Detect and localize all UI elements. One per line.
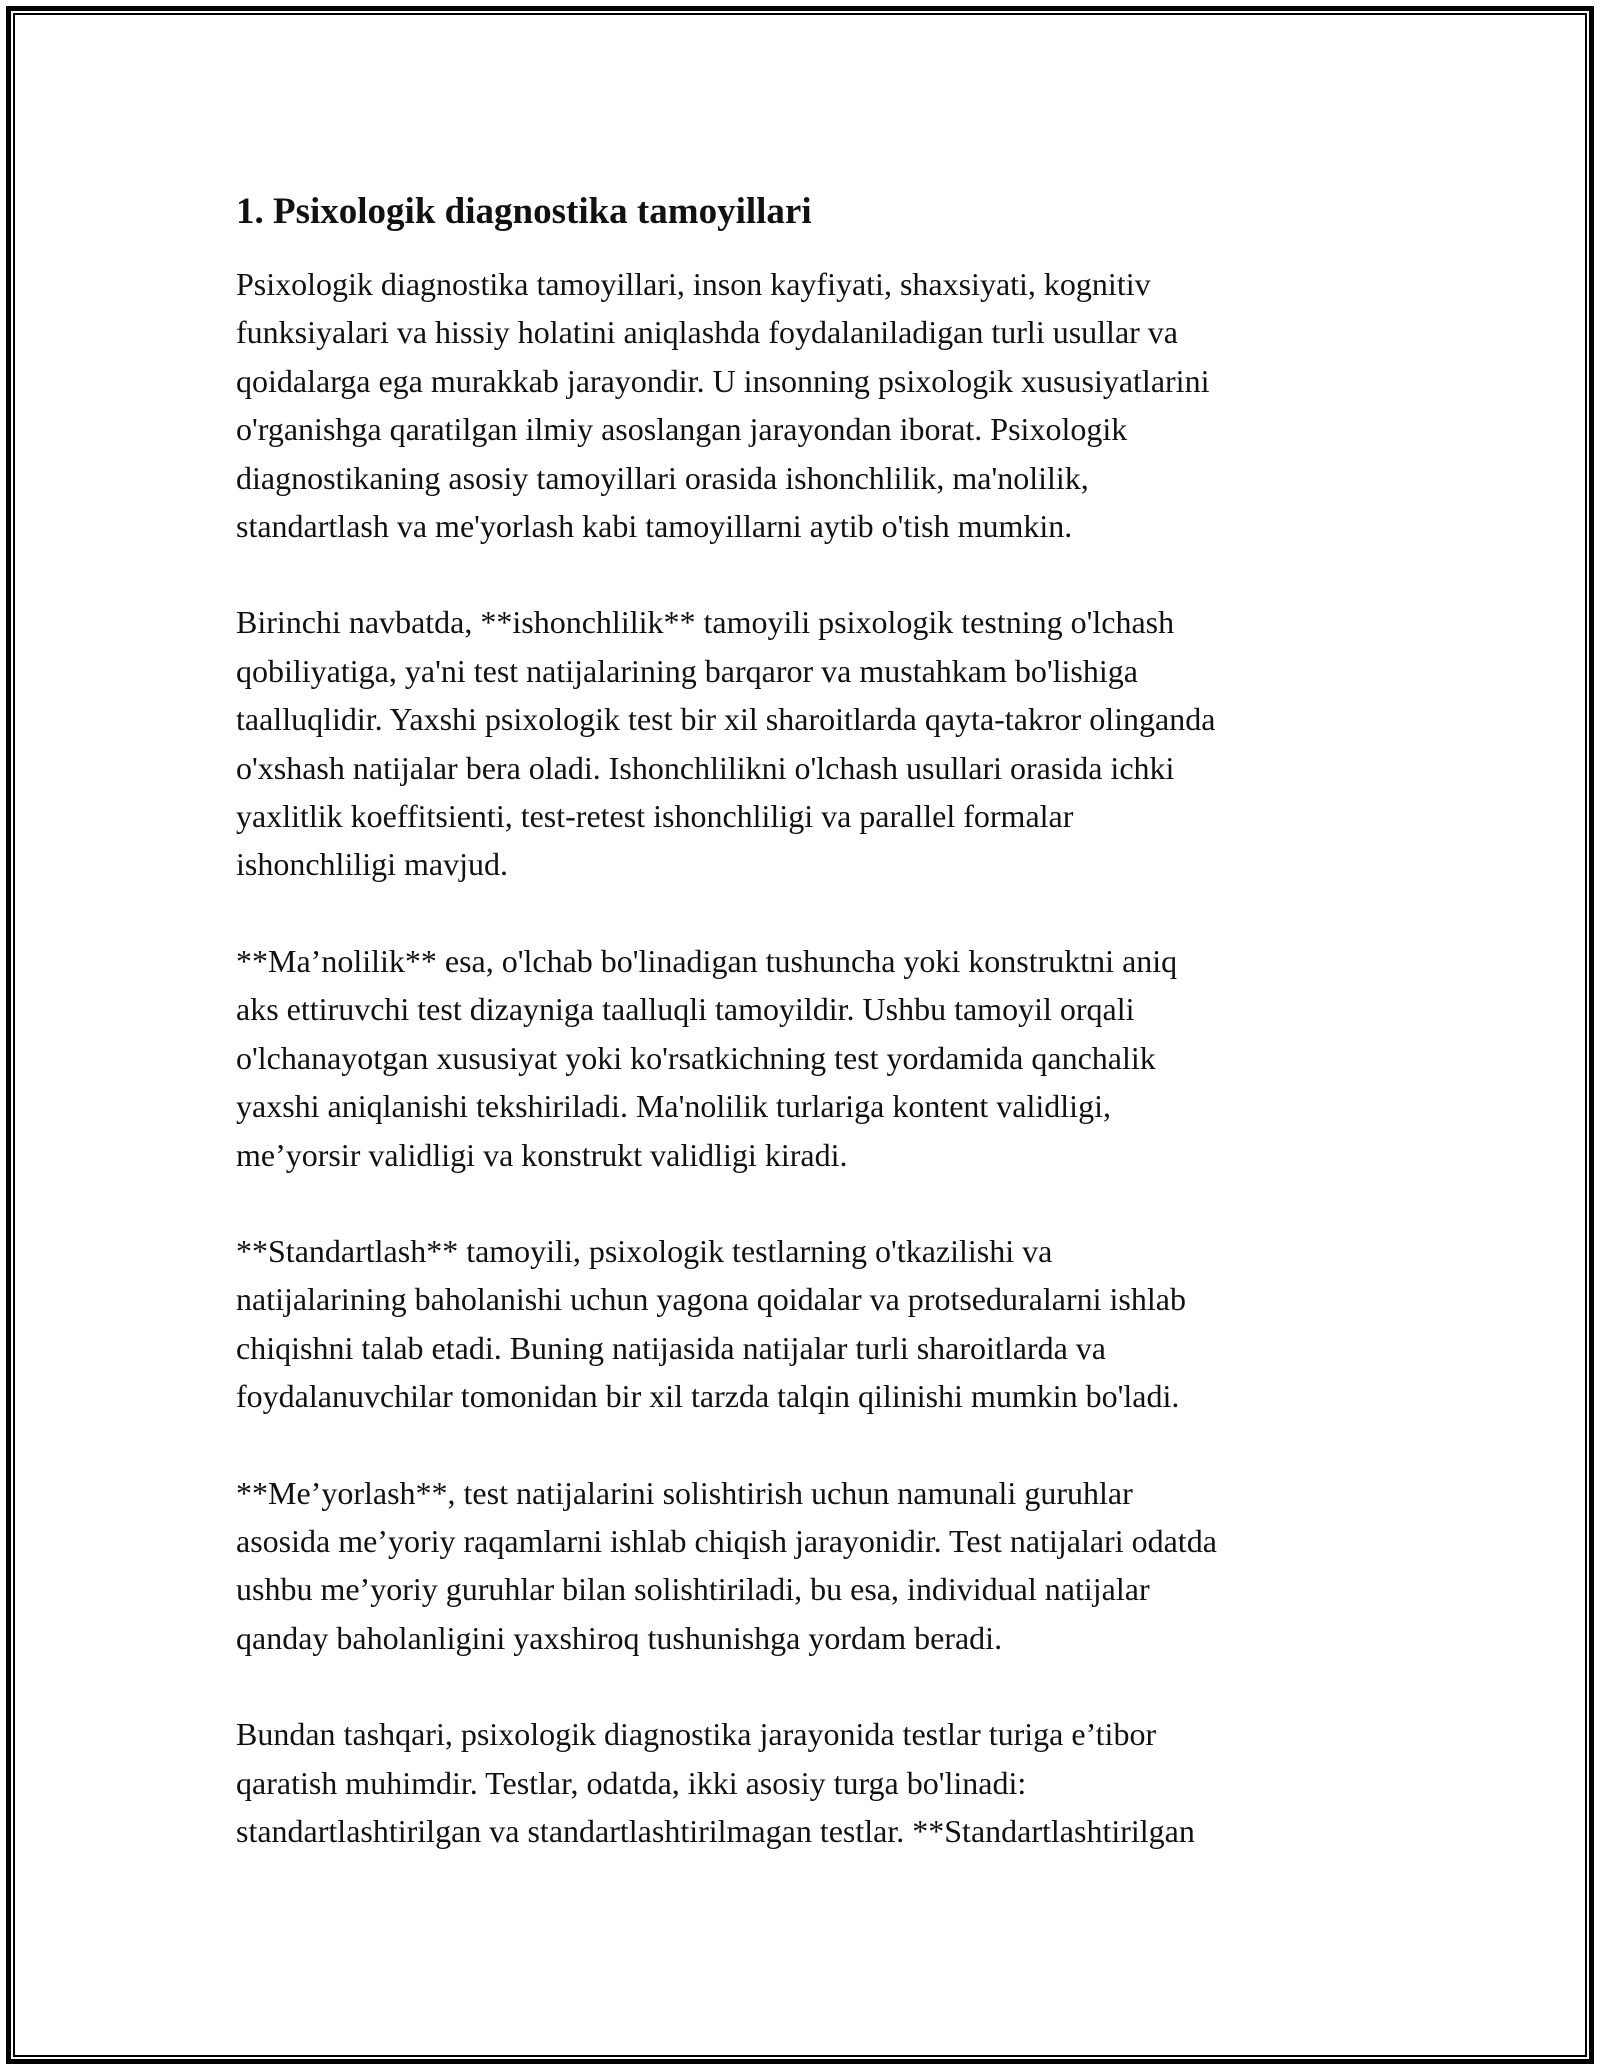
paragraph-standardization: **Standartlash** tamoyili, psixologik testlarning o'tkazilishi va natijalarining baholanishi uchun yagona qoidalar va protseduralarni ishlab chiqishni talab etadi. Buning natijasida natijalar turli sharoitlarda va foydalanuvchilar tomonidan bir xil tarzda talqin qilinishi mumkin bo'ladi. [236,1232,1186,1415]
paragraph-reliability: Birinchi navbatda, **ishonchlilik** tamoyili psixologik testning o'lchash qobiliyatiga, ya'ni test natijalarining barqaror va mustahkam bo'lishiga taalluqlidir. Yaxshi psixologik test bir xil sharoitlarda qayta-takror olinganda o'xshash natijalar bera oladi. Ishonchlilikni o'lchash usullari orasida ichki yaxlitlik koeffitsienti, test-retest ishonchliligi va parallel formalar ishonchliligi mavjud. [236,604,1216,883]
paragraph-test-types: Bundan tashqari, psixologik diagnostika jarayonida testlar turiga e’tibor qaratish muhimdir. Testlar, odatda, ikki asosiy turga bo'linadi: standartlashtirilgan va standartlashtirilmagan testlar. **Standartlashtirilgan [236,1716,1195,1849]
section-heading: 1. Psixologik diagnostika tamoyillari [236,191,812,232]
paragraph-validity: **Ma’nolilik** esa, o'lchab bo'linadigan tushuncha yoki konstruktni aniq aks ettiruvchi test dizayniga taalluqli tamoyildir. Ushbu tamoyil orqali o'lchanayotgan xususiyat yoki ko'rsatkichning test yordamida qanchalik yaxshi aniqlanishi tekshiriladi. Ma'nolilik turlariga kontent validligi, me’yorsir validligi va konstrukt validligi kiradi. [236,942,1178,1173]
paragraph-norming: **Me’yorlash**, test natijalarini solishtirish uchun namunali guruhlar asosida me’yoriy raqamlarni ishlab chiqish jarayonidir. Test natijalari odatda ushbu me’yoriy guruhlar bilan solishtiriladi, bu esa, individual natijalar qanday baholanligini yaxshiroq tushunishga yordam beradi. [236,1474,1217,1656]
document-body [236,186,1376,1903]
paragraph-intro: Psixologik diagnostika tamoyillari, inson kayfiyati, shaxsiyati, kognitiv funksiyalari va hissiy holatini aniqlashda foydalaniladigan turli usullar va qoidalarga ega murakkab jarayondir. U insonning psixologik xususiyatlarini o'rganishga qaratilgan ilmiy asoslangan jarayondan iborat. Psixologik diagnostikaning asosiy tamoyillari orasida ishonchlilik, ma'nolilik, standartlash va me'yorlash kabi tamoyillarni aytib o'tish mumkin. [236,266,1210,545]
